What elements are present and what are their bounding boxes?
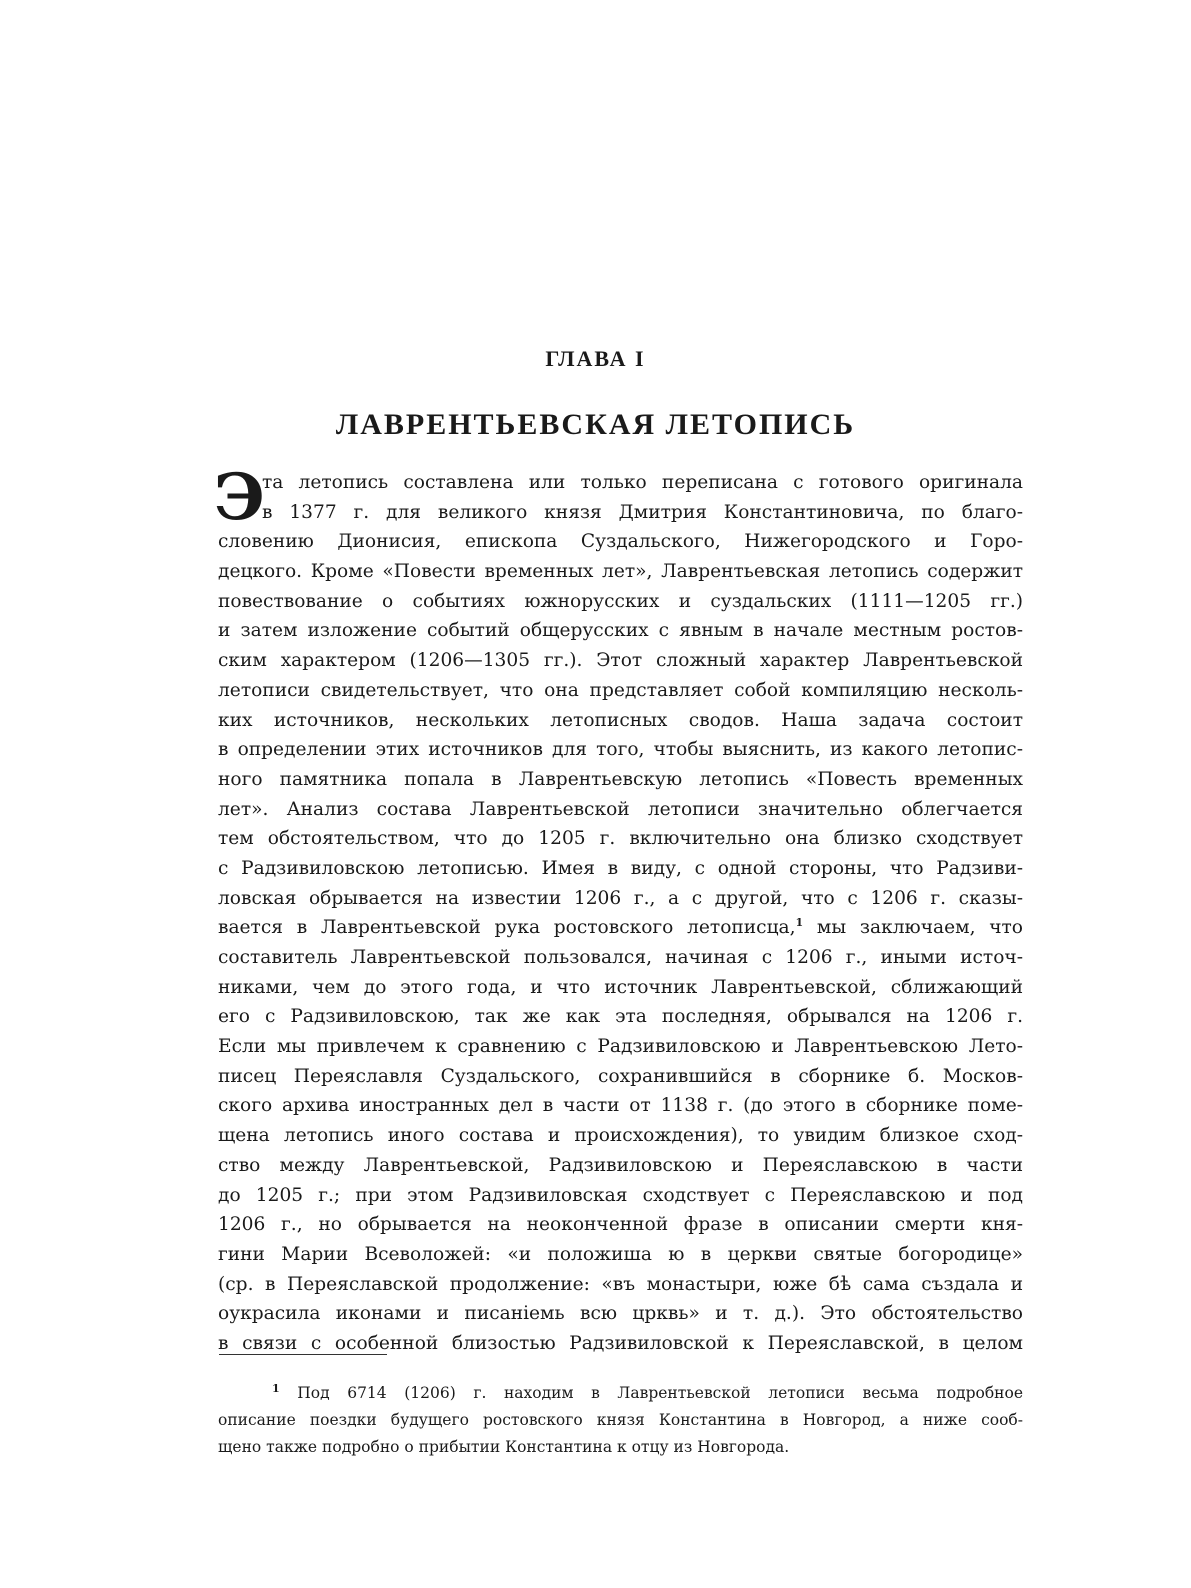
body-line: в 1377 г. для великого князя Дмитрия Константиновича, по благо-: [262, 501, 1023, 523]
footnote-line: [218, 1380, 1023, 1407]
body-line: Если мы привлечем к сравнению с Радзивиловскою и Лаврентьевскою Лето-: [218, 1036, 1023, 1058]
footnote-line: описание поездки будущего ростовского князя Константина в Новгород, а ниже сооб-: [218, 1411, 1023, 1429]
body-line: ного памятника попала в Лаврентьевскую летопись «Повесть временных: [218, 768, 1023, 790]
footnote-divider: [219, 1354, 387, 1355]
footnote: [218, 1380, 1023, 1461]
body-line: ких источников, нескольких летописных сводов. Наша задача состоит: [218, 709, 1023, 731]
body-line-head: вается в Лаврентьевской рука ростовского летописца,: [218, 917, 796, 939]
footnote-reference[interactable]: 1: [795, 916, 804, 930]
body-line: оукрасила иконами и писаніемь всю црквь» и т. д.). Это обстоятельство: [218, 1303, 1023, 1325]
body-line: лет». Анализ состава Лаврентьевской летописи значительно облегчается: [218, 798, 1023, 820]
body-line: ловская обрывается на известии 1206 г., а с другой, что с 1206 г. сказы-: [218, 887, 1023, 909]
body-line: ство между Лаврентьевской, Радзивиловскою и Переяславскою в части: [218, 1154, 1023, 1176]
chapter-title: ЛАВРЕНТЬЕВСКАЯ ЛЕТОПИСЬ: [335, 408, 856, 441]
footnote-line: щено также подробно о прибытии Константина к отцу из Новгорода.: [218, 1438, 790, 1456]
body-line: ским характером (1206—1305 гг.). Этот сложный характер Лаврентьевской: [218, 650, 1023, 672]
body-line: летописи свидетельствует, что она представляет собой компиляцию несколь-: [218, 679, 1023, 701]
body-line: до 1205 г.; при этом Радзивиловская сходствует с Переяславскою и под: [218, 1184, 1023, 1206]
body-line: в связи с особенной близостью Радзивиловской к Переяславской, в целом: [218, 1332, 1023, 1354]
body-line: и затем изложение событий общерусских с явным в начале местным ростов-: [218, 620, 1023, 642]
body-line: составитель Лаврентьевской пользовался, начиная с 1206 г., иными источ-: [218, 947, 1023, 968]
body-line: в определении этих источников для того, чтобы выяснить, из какого летопис-: [218, 739, 1023, 761]
body-line: никами, чем до этого года, и что источник Лаврентьевской, сближающий: [218, 976, 1023, 998]
body-line: с Радзивиловскою летописью. Имея в виду, с одной стороны, что Радзиви-: [218, 857, 1023, 879]
body-line: повествование о событиях южнорусских и суздальских (1111—1205 гг.): [218, 590, 1023, 612]
body-line-tail: мы заключаем, что: [803, 917, 1023, 939]
body-line: словению Дионисия, епископа Суздальского, Нижегородского и Горо-: [218, 531, 1023, 553]
body-line: гини Марии Всеволожей: «и положиша ю в церкви святые богородице»: [218, 1243, 1023, 1265]
body-text: [218, 468, 1023, 1359]
footnote-number: 1: [272, 1381, 280, 1395]
chapter-label: ГЛАВА I: [545, 346, 646, 371]
body-line-with-footnote-ref: [218, 913, 1023, 943]
body-line: щена летопись иного состава и происхождения), то увидим близкое сход-: [218, 1125, 1023, 1147]
body-line: 1206 г., но обрывается на неоконченной фразе в описании смерти кня-: [218, 1214, 1023, 1236]
body-line: его с Радзивиловскою, так же как эта последняя, обрывался на 1206 г.: [218, 1006, 1023, 1028]
footnote-text: Под 6714 (1206) г. находим в Лаврентьевской летописи весьма подробное: [279, 1384, 1023, 1402]
body-line: писец Переяславля Суздальского, сохранившийся в сборнике б. Москов-: [218, 1065, 1023, 1087]
body-line: тем обстоятельством, что до 1205 г. включительно она близко сходствует: [218, 828, 1023, 850]
body-line: (ср. в Переяславской продолжение: «въ монастыри, юже бѣ сама създала и: [218, 1273, 1023, 1295]
body-line: децкого. Кроме «Повести временных лет», Лаврентьевская летопись содержит: [218, 561, 1023, 583]
body-line: та летопись составлена или только переписана с готового оригинала: [262, 472, 1023, 493]
body-line: ского архива иностранных дел в части от 1138 г. (до этого в сборнике поме-: [218, 1095, 1023, 1117]
drop-cap: Э: [214, 460, 265, 535]
